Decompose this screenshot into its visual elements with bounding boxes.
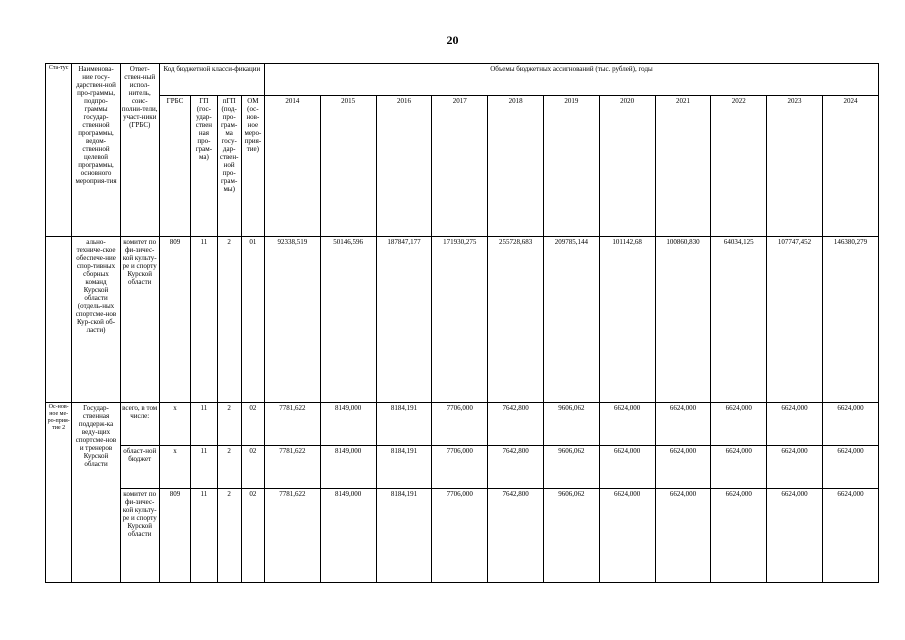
amount-cell: 9606,062 — [543, 403, 599, 446]
grbs-cell: 809 — [159, 237, 191, 403]
header-gp: ГП (гос-удар-ствен ная про-грам-ма) — [191, 96, 217, 237]
amount-cell: 7642,800 — [488, 446, 544, 489]
header-status: Ста-тус — [46, 64, 72, 237]
header-year: 2023 — [767, 96, 823, 237]
amount-cell: 100860,830 — [655, 237, 711, 403]
amount-cell: 6624,000 — [655, 403, 711, 446]
gp-cell: 11 — [191, 489, 217, 583]
amount-cell: 8149,000 — [320, 489, 376, 583]
amount-cell: 8184,191 — [376, 446, 432, 489]
header-year: 2017 — [432, 96, 488, 237]
header-year: 2016 — [376, 96, 432, 237]
om-cell: 02 — [241, 446, 264, 489]
amount-cell: 6624,000 — [711, 403, 767, 446]
amount-cell: 6624,000 — [767, 489, 823, 583]
page-number: 20 — [446, 33, 459, 47]
amount-cell: 101142,68 — [599, 237, 655, 403]
amount-cell: 7642,800 — [488, 489, 544, 583]
amount-cell: 6624,000 — [822, 403, 878, 446]
amount-cell: 146380,279 — [822, 237, 878, 403]
header-code-group: Код бюджетной класси-фикации — [159, 64, 264, 96]
amount-cell: 6624,000 — [822, 446, 878, 489]
amount-cell: 171930,275 — [432, 237, 488, 403]
om-cell: 01 — [241, 237, 264, 403]
amount-cell: 6624,000 — [711, 446, 767, 489]
grbs-cell: 809 — [159, 489, 191, 583]
amount-cell: 64034,125 — [711, 237, 767, 403]
pgp-cell: 2 — [217, 237, 241, 403]
amount-cell: 8149,000 — [320, 446, 376, 489]
amount-cell: 209785,144 — [543, 237, 599, 403]
amount-cell: 8184,191 — [376, 403, 432, 446]
amount-cell: 6624,000 — [599, 403, 655, 446]
table-row — [46, 237, 879, 403]
gp-cell: 11 — [191, 446, 217, 489]
header-year: 2021 — [655, 96, 711, 237]
grbs-cell: х — [159, 403, 191, 446]
amount-cell: 7706,000 — [432, 489, 488, 583]
header-year: 2015 — [320, 96, 376, 237]
amount-cell: 6624,000 — [767, 446, 823, 489]
header-pgp: пГП (под-про-грам-ма госу-дар-ствен-ной про-грам-мы) — [217, 96, 241, 237]
program-name-cell: Государ-ственная поддерж-ка веду-щих спортсме-нов и тренеров Курской области — [72, 403, 120, 583]
table-row — [46, 403, 879, 446]
gp-cell: 11 — [191, 237, 217, 403]
responsible-cell: комитет по фи-зичес-кой культу-ре и спорту Курской области — [120, 237, 159, 403]
header-year: 2022 — [711, 96, 767, 237]
responsible-cell: комитет по фи-зичес-кой культу-ре и спорту Курской области — [120, 489, 159, 583]
amount-cell: 187847,177 — [376, 237, 432, 403]
program-name-cell: ально-техниче-ское обеспече-ние спор-тивных сборных команд Курской области (отдель-ных спортсме-нов Кур-ской об-ласти) — [72, 237, 120, 403]
amount-cell: 7781,622 — [264, 446, 320, 489]
amount-cell: 6624,000 — [655, 489, 711, 583]
pgp-cell: 2 — [217, 489, 241, 583]
om-cell: 02 — [241, 489, 264, 583]
status-cell — [46, 237, 72, 403]
amount-cell: 7781,622 — [264, 403, 320, 446]
header-grbs: ГРБС — [159, 96, 191, 237]
amount-cell: 6624,000 — [655, 446, 711, 489]
amount-cell: 7781,622 — [264, 489, 320, 583]
amount-cell: 9606,062 — [543, 489, 599, 583]
amount-cell: 8149,000 — [320, 403, 376, 446]
header-name: Наименова-ние госу-дарствен-ной про-граммы, подпро-граммы государ-ственной программы, ведом-ственной целевой программы, основного мероприя-тия — [72, 64, 120, 237]
amount-cell: 6624,000 — [711, 489, 767, 583]
responsible-cell: всего, в том числе: — [120, 403, 159, 446]
amount-cell: 7642,800 — [488, 403, 544, 446]
table-row — [46, 489, 879, 583]
amount-cell: 7706,000 — [432, 446, 488, 489]
amount-cell: 6624,000 — [822, 489, 878, 583]
amount-cell: 9606,062 — [543, 446, 599, 489]
table-row — [46, 446, 879, 489]
amount-cell: 92338,519 — [264, 237, 320, 403]
responsible-cell: област-ной бюджет — [120, 446, 159, 489]
amount-cell: 6624,000 — [767, 403, 823, 446]
amount-cell: 255728,683 — [488, 237, 544, 403]
grbs-cell: х — [159, 446, 191, 489]
header-year: 2018 — [488, 96, 544, 237]
header-year: 2019 — [543, 96, 599, 237]
header-year: 2020 — [599, 96, 655, 237]
amount-cell: 7706,000 — [432, 403, 488, 446]
amount-cell: 8184,191 — [376, 489, 432, 583]
amount-cell: 50146,596 — [320, 237, 376, 403]
pgp-cell: 2 — [217, 446, 241, 489]
amount-cell: 107747,452 — [767, 237, 823, 403]
amount-cell: 6624,000 — [599, 446, 655, 489]
pgp-cell: 2 — [217, 403, 241, 446]
amount-cell: 6624,000 — [599, 489, 655, 583]
budget-table — [45, 63, 879, 583]
header-responsible: Ответ-ствен-ный испол-нитель, соис-полни-тели, участ-ники (ГРБС) — [120, 64, 159, 237]
header-om: ОМ (ос-нов-ное меро-прия-тие) — [241, 96, 264, 237]
header-year: 2014 — [264, 96, 320, 237]
gp-cell: 11 — [191, 403, 217, 446]
header-amount-group: Объемы бюджетных ассигнований (тыс. рублей), годы — [264, 64, 878, 96]
header-year: 2024 — [822, 96, 878, 237]
om-cell: 02 — [241, 403, 264, 446]
status-cell: Ос-нов-ное ме-ро-прия-тие 2 — [46, 403, 72, 583]
